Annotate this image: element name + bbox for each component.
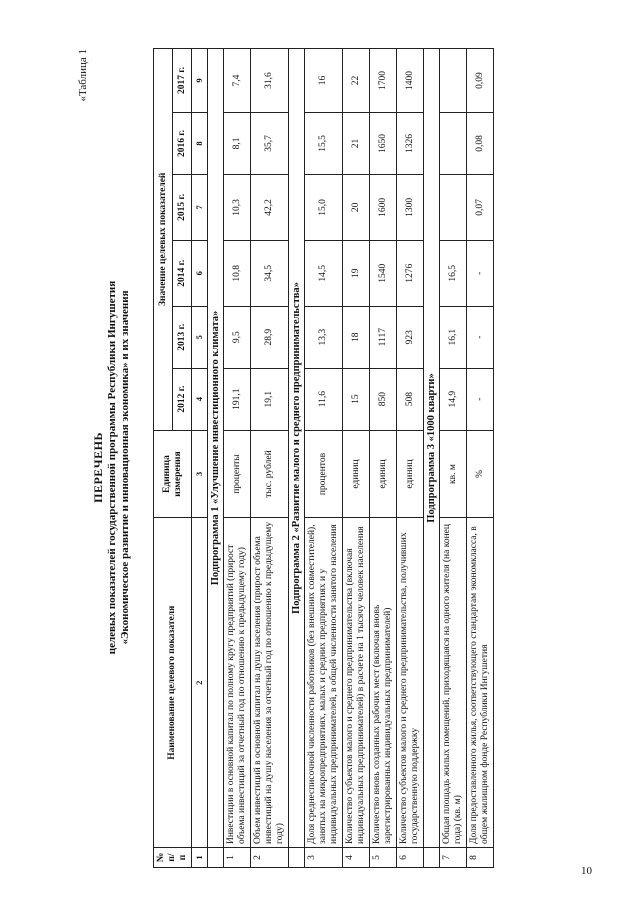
indicator-unit: процентов [305,430,343,518]
document-subtitle-line-2: «Экономическое развитие и инновационная экономика» и их значения [119,290,131,645]
indicator-value: 22 [343,49,370,113]
indicator-value: 15,5 [305,113,343,175]
indicator-value: 19 [343,240,370,306]
header-row [154,49,173,868]
indicator-value: 16,1 [440,306,467,368]
indicator-value: 1117 [370,306,397,368]
header-unit: Единица измерения [154,430,192,518]
indicator-row [370,49,397,868]
column-index: 9 [192,49,208,113]
indicator-value: 1600 [370,174,397,240]
indicator-unit: единиц [397,430,424,518]
column-index: 3 [192,430,208,518]
indicator-value: 10,3 [224,174,251,240]
header-values-group: Значение целевых показателей [154,49,173,431]
rotated-page [75,45,640,890]
indicator-row [467,49,494,868]
header-num: № п/п [154,848,192,868]
header-year: 2012 г. [173,368,192,430]
indicator-value: 15,0 [305,174,343,240]
indicator-value: 9,5 [224,306,251,368]
indicator-row [343,49,370,868]
indicators-table [153,48,494,868]
header-year: 2015 г. [173,174,192,240]
indicator-value: 1276 [397,240,424,306]
indicator-value: 19,1 [251,368,289,430]
column-index-row [192,49,208,868]
indicator-value: 20 [343,174,370,240]
indicator-value: 14,9 [440,368,467,430]
indicator-value: 18 [343,306,370,368]
row-number: 6 [397,848,424,868]
column-index: 1 [192,848,208,868]
header-year: 2017 г. [173,49,192,113]
indicator-value: 0,07 [467,174,494,240]
indicator-value: 21 [343,113,370,175]
indicator-value: 35,7 [251,113,289,175]
indicator-value: 0,08 [467,113,494,175]
indicator-name: Инвестиции в основной капитал по полному кругу предприятий (прирост объема инвестиций за отчетный год по отношению к предыдущему году) [224,518,251,848]
indicator-name: Доля среднесписочной численности работников (без внешних совместителей), занятых на микропредприятиях, малых и средних предприятиях и у индивидуальных предпринимателей, в общей численности занятого населения [305,518,343,848]
column-index: 7 [192,174,208,240]
header-year: 2016 г. [173,113,192,175]
indicator-row [440,49,467,868]
indicator-value: 508 [397,368,424,430]
indicator-unit: тыс. рублей [251,430,289,518]
subprogram-row [424,49,440,868]
indicator-unit: % [467,430,494,518]
indicator-value: 15 [343,368,370,430]
title-block [91,45,132,890]
indicator-value: 8,1 [224,113,251,175]
column-index: 8 [192,113,208,175]
indicator-value: 7,4 [224,49,251,113]
indicator-value: - [467,240,494,306]
indicator-value: 1300 [397,174,424,240]
column-index: 6 [192,240,208,306]
indicator-value: 34,5 [251,240,289,306]
indicator-value: 16 [305,49,343,113]
document-title: ПЕРЕЧЕНЬ [91,432,105,503]
row-number: 3 [305,848,343,868]
table-body [208,49,494,868]
indicator-value [440,174,467,240]
indicator-value: 31,6 [251,49,289,113]
indicator-value: 1700 [370,49,397,113]
row-number: 4 [343,848,370,868]
row-number: 7 [440,848,467,868]
indicator-value: 14,5 [305,240,343,306]
indicator-unit: единиц [343,430,370,518]
indicator-row [397,49,424,868]
indicator-value [440,49,467,113]
subprogram-title: Подпрограмма 2 «Развитие малого и среднего предпринимательства» [289,49,305,848]
indicator-value: 28,9 [251,306,289,368]
indicator-name: Количество субъектов малого и среднего предпринимательства (включая индивидуальных предпринимателей) в расчете на 1 тысячу человек населения [343,518,370,848]
indicator-value: 10,8 [224,240,251,306]
indicator-value: 13,3 [305,306,343,368]
subprogram-title: Подпрограмма 1 «Улучшение инвестиционного климата» [208,49,224,848]
row-number: 8 [467,848,494,868]
table-label: «Таблица 1 [77,49,89,102]
indicator-value: 1650 [370,113,397,175]
indicator-value: 16,5 [440,240,467,306]
indicator-value: 42,2 [251,174,289,240]
indicator-value: 850 [370,368,397,430]
indicator-row [224,49,251,868]
indicator-value: - [467,306,494,368]
indicator-name: Объем инвестиций в основной капитал на душу населения (прирост объема инвестиций на душу населения за отчетный год по отношению к предыдущему году) [251,518,289,848]
subprogram-num-cell [289,848,305,868]
header-year: 2014 г. [173,240,192,306]
indicator-value: - [467,368,494,430]
indicator-row [251,49,289,868]
indicator-name: Доля предоставленного жилья, соответствующего стандартам экономкласса, в общем жилищном фонде Республики Ингушетия [467,518,494,848]
indicator-value: 191,1 [224,368,251,430]
indicator-value: 1400 [397,49,424,113]
column-index: 5 [192,306,208,368]
indicator-value: 1326 [397,113,424,175]
subprogram-row [289,49,305,868]
indicator-value: 923 [397,306,424,368]
header-name: Наименование целевого показателя [154,518,192,848]
indicator-unit: проценты [224,430,251,518]
subprogram-num-cell [208,848,224,868]
page-number: 10 [581,865,592,877]
row-number: 2 [251,848,289,868]
indicator-name: Общая площадь жилых помещений, приходящаяся на одного жителя (на конец года) (кв. м) [440,518,467,848]
indicator-value: 1540 [370,240,397,306]
row-number: 5 [370,848,397,868]
indicator-name: Количество вновь созданных рабочих мест (включая вновь зарегистрированных индивидуальных предпринимателей) [370,518,397,848]
indicator-value: 11,6 [305,368,343,430]
column-index: 4 [192,368,208,430]
indicator-name: Количество субъектов малого и среднего предпринимательства, получивших государственную поддержку [397,518,424,848]
indicator-unit: единиц [370,430,397,518]
indicator-value: 0,09 [467,49,494,113]
row-number: 1 [224,848,251,868]
document-subtitle-line-1: целевых показателей государственной программы Республики Ингушетия [106,280,118,655]
indicator-value [440,113,467,175]
subprogram-title: Подпрограмма 3 «1000 кварти» [424,49,440,848]
indicator-unit: кв. м [440,430,467,518]
indicator-row [305,49,343,868]
subprogram-row [208,49,224,868]
header-year: 2013 г. [173,306,192,368]
subprogram-num-cell [424,848,440,868]
column-index: 2 [192,518,208,848]
